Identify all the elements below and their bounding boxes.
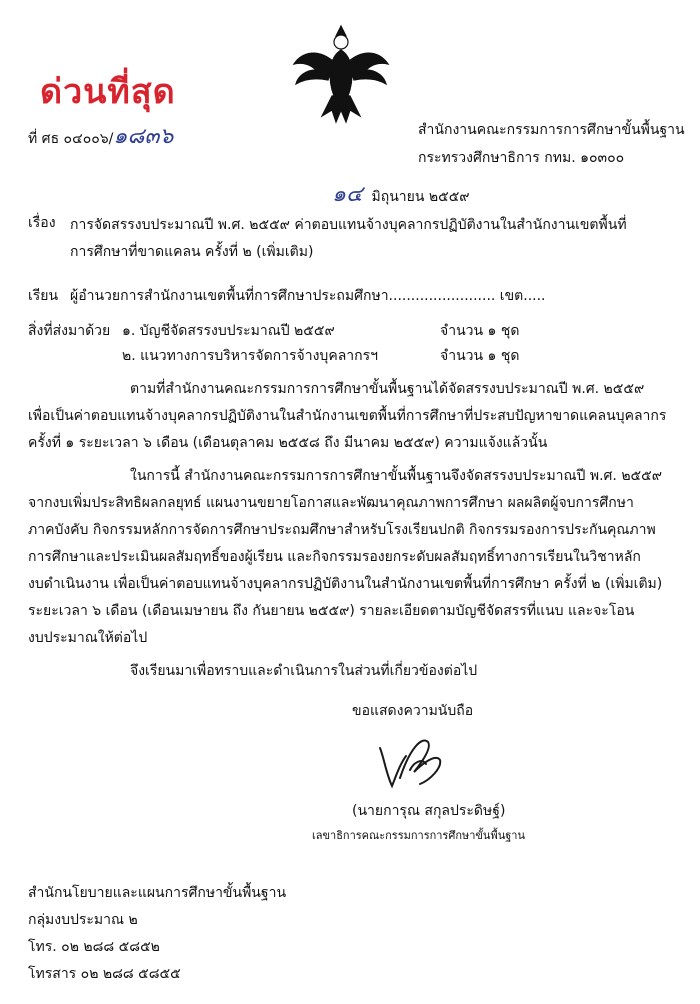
document-number-handwritten: ๑๘๓๖ [113,124,174,149]
enclosure-qty-2: จำนวน ๑ ชุด [440,348,520,364]
footer-telephone: โทร. ๐๒ ๒๘๘ ๕๘๕๒ [28,939,160,955]
office-name: สำนักงานคณะกรรมการการศึกษาขั้นพื้นฐาน [418,122,685,138]
body-para2-line4: การศึกษาและประเมินผลสัมฤทธิ์ของผู้เรียน และกิจกรรมรองยกระดับผลสัมฤทธิ์ทางการเรียนในวิชาหลัก [28,549,641,565]
date-day-handwritten: ๑๔ [332,182,363,207]
garuda-emblem [288,18,394,128]
subject-label: เรื่อง [28,215,56,231]
body-para2-line7: งบประมาณให้ต่อไป [28,630,148,646]
office-ministry: กระทรวงศึกษาธิการ กทม. ๑๐๓๐๐ [418,150,625,166]
footer-department: สำนักนโยบายและแผนการศึกษาขั้นพื้นฐาน [28,885,287,901]
to-text: ผู้อำนวยการสำนักงานเขตพื้นที่การศึกษาประถมศึกษา........................ เขต..... [70,288,546,304]
subject-line-1: การจัดสรรงบประมาณปี พ.ศ. ๒๕๕๙ ค่าตอบแทนจ้างบุคลากรปฏิบัติงานในสำนักงานเขตพื้นที่ [70,217,627,233]
body-para1-line1: ตามที่สำนักงานคณะกรรมการการศึกษาขั้นพื้นฐานได้จัดสรรงบประมาณปี พ.ศ. ๒๕๕๙ [130,381,645,397]
date-month-year: มิถุนายน ๒๕๕๙ [371,189,470,205]
body-para1-line2: เพื่อเป็นค่าตอบแทนจ้างบุคลากรปฏิบัติงานในสำนักงานเขตพื้นที่การศึกษาที่ประสบปัญหาขาดแคลนบุคลากร [28,408,667,424]
office-address [418,116,685,172]
body-para2-line1: ในการนี้ สำนักงานคณะกรรมการการศึกษาขั้นพื้นฐานจึงจัดสรรงบประมาณปี พ.ศ. ๒๕๕๙ [130,468,663,484]
urgent-stamp: ด่วนที่สุด [40,72,176,112]
subject-line-2: การศึกษาที่ขาดแคลน ครั้งที่ ๒ (เพิ่มเติม) [70,244,314,260]
body-para3: จึงเรียนมาเพื่อทราบและดำเนินการในส่วนที่เกี่ยวข้องต่อไป [130,663,478,679]
body-para1-line3: ครั้งที่ ๑ ระยะเวลา ๖ เดือน (เดือนตุลาคม ๒๕๕๘ ถึง มีนาคม ๒๕๕๙) ความแจ้งแล้วนั้น [28,435,548,451]
signer-name: (นายการุณ สกุลประดิษฐ์) [352,803,506,819]
closing-regards: ขอแสดงความนับถือ [352,703,474,719]
signer-title: เลขาธิการคณะกรรมการการศึกษาขั้นพื้นฐาน [312,829,525,842]
enclosures-label: สิ่งที่ส่งมาด้วย [28,323,111,339]
document-number [28,118,173,153]
enclosure-item-1: ๑. บัญชีจัดสรรงบประมาณปี ๒๕๕๙ [122,323,335,339]
subject-text [70,212,627,266]
to-label: เรียน [28,288,59,304]
letter-date [332,176,470,211]
body-para2-line2: จากงบเพิ่มประสิทธิผลกลยุทธ์ แผนงานขยายโอกาสและพัฒนาคุณภาพการศึกษา ผลผลิตผู้จบการศึกษา [28,495,634,511]
document-number-prefix: ที่ ศธ ๐๔๐๐๖/ [28,131,114,147]
signature [370,728,450,798]
body-para2-line6: ระยะเวลา ๖ เดือน (เดือนเมษายน ถึง กันยายน ๒๕๕๙) รายละเอียดตามบัญชีจัดสรรที่แนบ และจะโอน [28,603,635,619]
body-para2-line3: ภาคบังคับ กิจกรรมหลักการจัดการศึกษาประถมศึกษาสำหรับโรงเรียนปกติ กิจกรรมรองการประกันคุณภาพ [28,522,656,538]
footer-group: กลุ่มงบประมาณ ๒ [28,912,138,928]
footer-fax: โทรสาร ๐๒ ๒๘๘ ๕๘๕๕ [28,966,181,982]
enclosure-qty-1: จำนวน ๑ ชุด [440,323,520,339]
body-para2-line5: งบดำเนินงาน เพื่อเป็นค่าตอบแทนจ้างบุคลากรปฏิบัติงานในสำนักงานเขตพื้นที่การศึกษา ครั้งที่ ๒ (เพิ่มเติม) [28,576,663,592]
enclosure-item-2: ๒. แนวทางการบริหารจัดการจ้างบุคลากรฯ [122,348,378,364]
